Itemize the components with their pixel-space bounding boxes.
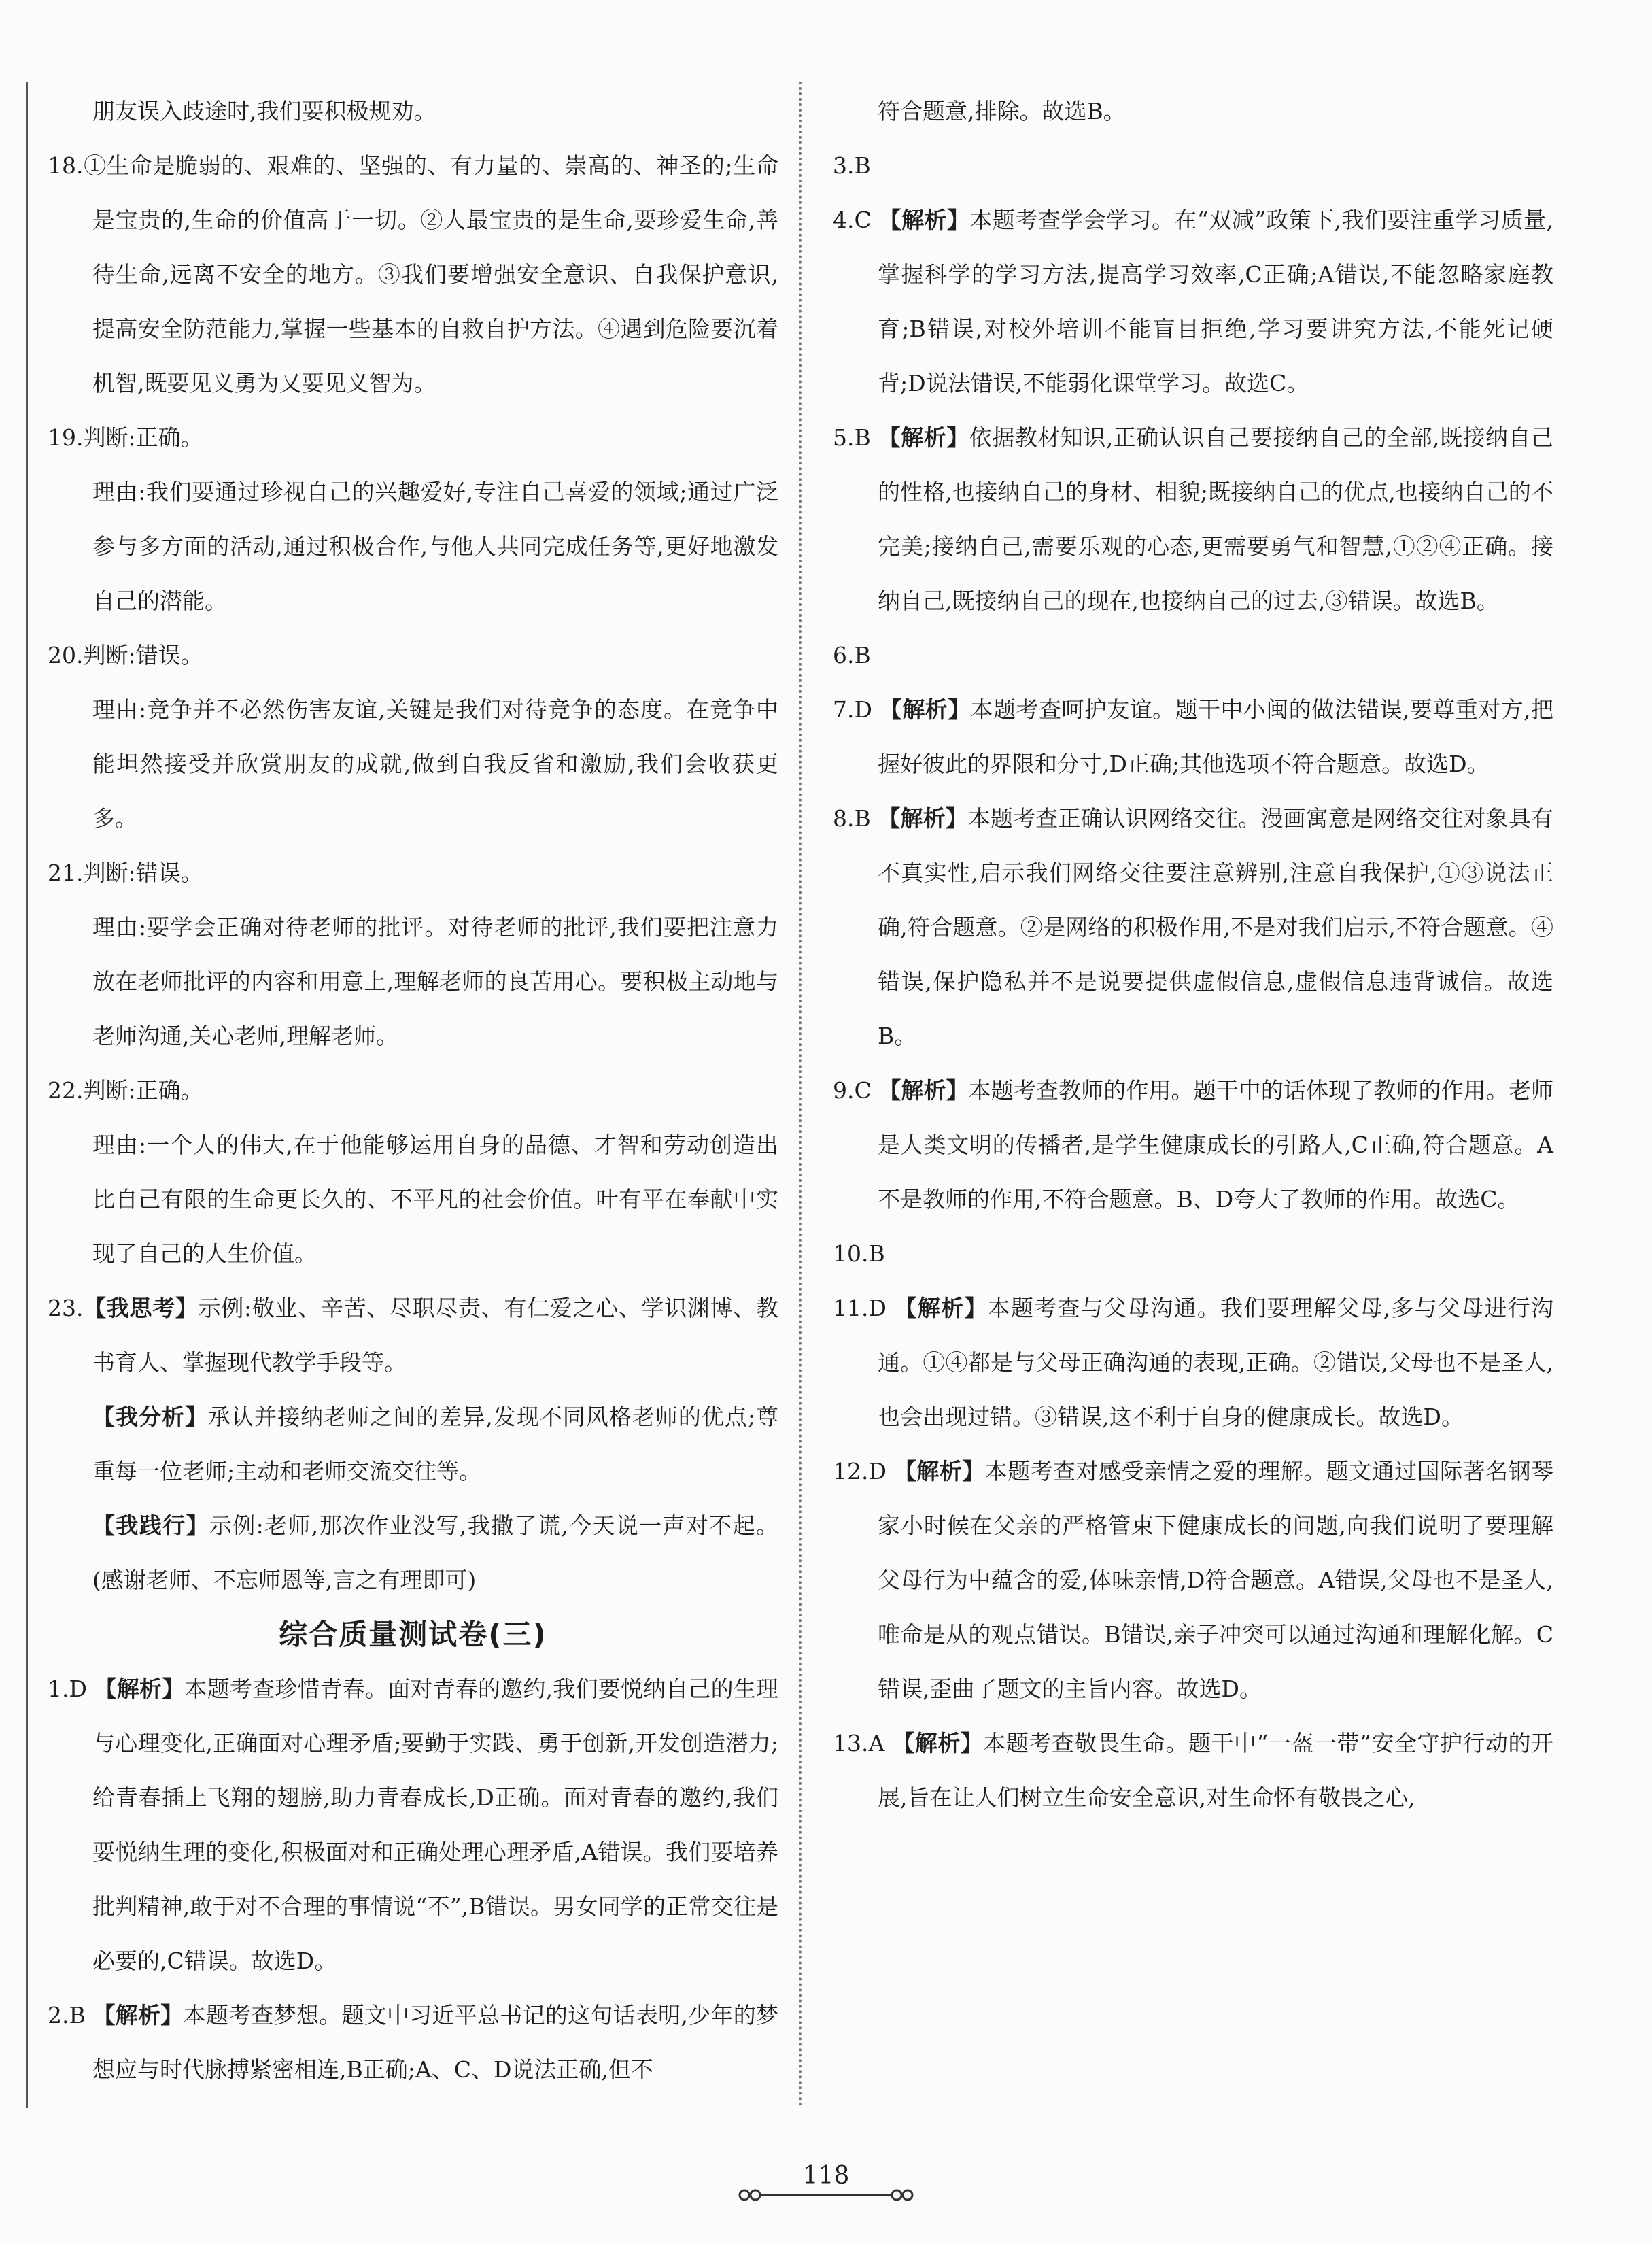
analysis-tag: 【解析】 (878, 207, 970, 233)
answer-entry (48, 1390, 778, 1499)
answer-entry (48, 465, 778, 628)
footer-ornament-icon (738, 2186, 914, 2204)
answer-number: 6.B (833, 642, 871, 668)
analysis-tag: 【解析】 (878, 424, 969, 451)
answer-entry (833, 1281, 1553, 1444)
answer-entry (48, 628, 778, 683)
answer-entry (48, 1662, 778, 1988)
page-footer (0, 2162, 1652, 2190)
answer-entry (833, 1716, 1553, 1825)
answer-entry (48, 1064, 778, 1118)
analysis-tag: 【我思考】 (83, 1295, 199, 1321)
answer-entry (833, 411, 1553, 628)
answer-text: 理由:竞争并不必然伤害友谊,关键是我们对待竞争的态度。在竞争中能坦然接受并欣赏朋友的成就,做到自我反省和激励,我们会收获更多。 (92, 696, 778, 832)
page-number: 118 (802, 2162, 850, 2190)
analysis-tag: 【解析】 (894, 1295, 988, 1321)
answer-entry (48, 1281, 778, 1390)
answer-entry (833, 1444, 1553, 1716)
answer-text: 19.判断:正确。 (48, 424, 203, 451)
answer-entry (48, 846, 778, 900)
answer-number: 12.D (833, 1458, 894, 1484)
answer-text: 理由:一个人的伟大,在于他能够运用自身的品德、才智和劳动创造出比自己有限的生命更长久的、不平凡的社会价值。叶有平在奉献中实现了自己的人生价值。 (92, 1132, 778, 1267)
answer-text: 本题考查珍惜青春。面对青春的邀约,我们要悦纳自己的生理与心理变化,正确面对心理矛盾;要勤于实践、勇于创新,开发创造潜力;给青春插上飞翔的翅膀,助力青春成长,D正确。面对青春的邀约,我们要悦纳生理的变化,积极面对和正确处理心理矛盾,A错误。我们要培养批判精神,敢于对不合理的事情说“不”,B错误。男女同学的正常交往是必要的,C错误。故选D。 (92, 1676, 779, 1974)
answer-entry (833, 193, 1553, 411)
answer-number: 13.A (833, 1730, 893, 1756)
analysis-tag: 【解析】 (892, 1730, 984, 1756)
answer-number: 1.D (48, 1676, 94, 1702)
answer-entry (48, 1118, 778, 1281)
answer-text: 本题考查梦想。题文中习近平总书记的这句话表明,少年的梦想应与时代脉搏紧密相连,B正确;A、C、D说法正确,但不 (92, 2002, 779, 2083)
analysis-tag: 【解析】 (879, 696, 971, 723)
analysis-tag: 【解析】 (878, 1077, 969, 1104)
answer-text: 示例:老师,那次作业没写,我撒了谎,今天说一声对不起。(感谢老师、不忘师恩等,言之有理即可) (92, 1512, 778, 1593)
right-answer-list (833, 84, 1553, 1825)
answer-entry (48, 1499, 778, 1608)
answer-entry (48, 1988, 778, 2097)
analysis-tag: 【解析】 (878, 805, 968, 832)
answer-number: 8.B (833, 805, 878, 832)
left-answer-list (48, 84, 778, 1608)
answer-text: 本题考查教师的作用。题干中的话体现了教师的作用。老师是人类文明的传播者,是学生健康成长的引路人,C正确,符合题意。A不是教师的作用,不符合题意。B、D夸大了教师的作用。故选C。 (878, 1077, 1554, 1212)
answer-entry (48, 84, 778, 139)
analysis-tag: 【解析】 (92, 2002, 184, 2028)
answer-text: 21.判断:错误。 (48, 860, 203, 886)
answer-text: 本题考查与父母沟通。我们要理解父母,多与父母进行沟通。①④都是与父母正确沟通的表现,正确。②错误,父母也不是圣人,也会出现过错。③错误,这不利于自身的健康成长。故选D。 (878, 1295, 1554, 1430)
answer-number: 9.C (833, 1077, 879, 1104)
answer-text: 示例:敬业、辛苦、尽职尽责、有仁爱之心、学识渊博、教书育人、掌握现代教学手段等。 (92, 1295, 778, 1376)
answer-text: 本题考查学会学习。在“双减”政策下,我们要注重学习质量,掌握科学的学习方法,提高学习效率,C正确;A错误,不能忽略家庭教育;B错误,对校外培训不能盲目拒绝,学习要讲究方法,不能死记硬背;D说法错误,不能弱化课堂学习。故选C。 (878, 207, 1553, 396)
answer-entry (833, 792, 1553, 1064)
analysis-tag: 【解析】 (94, 1676, 185, 1702)
section-title: 综合质量测试卷(三) (279, 1618, 547, 1651)
answer-text: 理由:要学会正确对待老师的批评。对待老师的批评,我们要把注意力放在老师批评的内容和用意上,理解老师的良苦用心。要积极主动地与老师沟通,关心老师,理解老师。 (92, 914, 778, 1049)
answer-text: 18.①生命是脆弱的、艰难的、坚强的、有力量的、崇高的、神圣的;生命是宝贵的,生命的价值高于一切。②人最宝贵的是生命,要珍爱生命,善待生命,远离不安全的地方。③我们要增强安全意识、自我保护意识,提高安全防范能力,掌握一些基本的自救自护方法。④遇到危险要沉着机智,既要见义勇为又要见义智为。 (48, 152, 778, 396)
answer-text: 依据教材知识,正确认识自己要接纳自己的全部,既接纳自己的性格,也接纳自己的身材、相貌;既接纳自己的优点,也接纳自己的不完美;接纳自己,需要乐观的心态,更需要勇气和智慧,①②④正确。接纳自己,既接纳自己的现在,也接纳自己的过去,③错误。故选B。 (878, 424, 1554, 614)
answer-number: 4.C (833, 207, 879, 233)
answer-entry (833, 84, 1553, 139)
answer-text: 承认并接纳老师之间的差异,发现不同风格老师的优点;尊重每一位老师;主动和老师交流交往等。 (92, 1404, 779, 1484)
answer-number: 5.B (833, 424, 878, 451)
answer-text: 本题考查正确认识网络交往。漫画寓意是网络交往对象具有不真实性,启示我们网络交往要注意辨别,注意自我保护,①③说法正确,符合题意。②是网络的积极作用,不是对我们启示,不符合题意。④错误,保护隐私并不是说要提供虚假信息,虚假信息违背诚信。故选B。 (878, 805, 1554, 1049)
answer-text: 朋友误入歧途时,我们要积极规劝。 (92, 98, 436, 124)
answer-number: 23. (48, 1295, 84, 1321)
answer-entry (833, 628, 1553, 683)
answer-text: 20.判断:错误。 (48, 642, 203, 668)
answer-text: 符合题意,排除。故选B。 (878, 98, 1126, 124)
answer-text: 理由:我们要通过珍视自己的兴趣爱好,专注自己喜爱的领域;通过广泛参与多方面的活动,通过积极合作,与他人共同完成任务等,更好地激发自己的潜能。 (92, 479, 778, 614)
answer-entry (48, 683, 778, 846)
answer-text: 本题考查呵护友谊。题干中小闽的做法错误,要尊重对方,把握好彼此的界限和分寸,D正确;其他选项不符合题意。故选D。 (878, 696, 1554, 777)
column-divider (799, 82, 802, 2108)
answer-entry (48, 139, 778, 411)
analysis-tag: 【我践行】 (92, 1512, 209, 1539)
answer-number: 10.B (833, 1240, 885, 1267)
answer-number: 7.D (833, 696, 880, 723)
answer-entry (833, 1227, 1553, 1281)
left-answer-list-after-title (48, 1662, 778, 2097)
right-column (833, 84, 1553, 1825)
answer-text: 本题考查敬畏生命。题干中“一盔一带”安全守护行动的开展,旨在让人们树立生命安全意识,对生命怀有敬畏之心, (878, 1730, 1553, 1811)
answer-entry (48, 411, 778, 465)
left-column (48, 84, 778, 2097)
analysis-tag: 【解析】 (893, 1458, 985, 1484)
analysis-tag: 【我分析】 (92, 1404, 209, 1430)
answer-text: 本题考查对感受亲情之爱的理解。题文通过国际著名钢琴家小时候在父亲的严格管束下健康成长的问题,向我们说明了要理解父母行为中蕴含的爱,体味亲情,D符合题意。A错误,父母也不是圣人,唯命是从的观点错误。B错误,亲子冲突可以通过沟通和理解化解。C错误,歪曲了题文的主旨内容。故选D。 (878, 1458, 1554, 1702)
answer-number: 3.B (833, 152, 871, 179)
answer-entry (833, 139, 1553, 193)
answer-number: 2.B (48, 2002, 93, 2028)
answer-entry (833, 1064, 1553, 1227)
answer-entry (48, 900, 778, 1064)
left-margin-rule (26, 82, 28, 2108)
answer-number: 11.D (833, 1295, 895, 1321)
answer-text: 22.判断:正确。 (48, 1077, 203, 1104)
answer-entry (833, 683, 1553, 792)
